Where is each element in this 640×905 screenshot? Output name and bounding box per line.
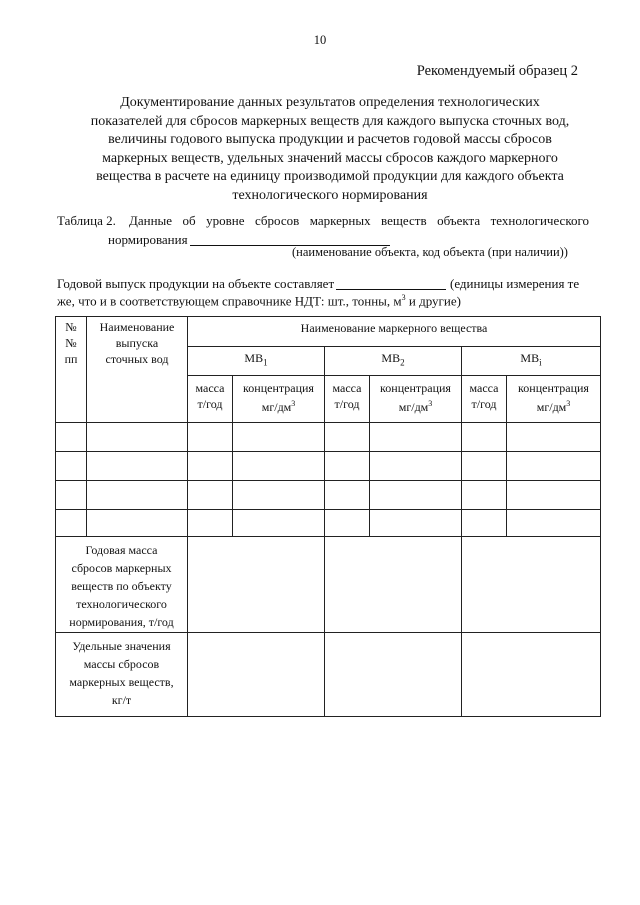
specific-values-label: Удельные значения массы сбросов маркерных веществ, кг/т	[56, 633, 188, 717]
mass-header: масса т/год	[462, 376, 507, 423]
substance-header: $МВ_2$	[325, 347, 462, 376]
annual-output-blank	[336, 289, 446, 290]
page-number: 10	[313, 33, 327, 47]
annual-output-units: (единицы измерения те	[450, 276, 580, 291]
title-line: вещества в расчете на единицу производимой продукции для каждого объекта	[96, 169, 564, 184]
table-row	[56, 510, 601, 537]
annual-output-line1: Годовой выпуск продукции на объекте составляет	[57, 276, 335, 291]
concentration-header: концентрация $мг/дм^3$	[233, 376, 325, 423]
annual-output-line2: же, что и в соответствующем справочнике НДТ: шт., тонны, $м^3$ и другие)	[57, 293, 461, 309]
object-name-note: (наименование объекта, код объекта (при наличии))	[292, 245, 568, 259]
title-line: маркерных веществ, удельных значений массы сбросов каждого маркерного	[102, 150, 558, 166]
table-row	[56, 423, 601, 452]
marker-substances-table	[55, 316, 601, 717]
substance-header: $МВ_i$	[462, 347, 601, 376]
col-outlet-header: Наименование выпуска сточных вод	[87, 317, 188, 423]
substance-header: $МВ_1$	[188, 347, 325, 376]
table-caption-label: Таблица 2.	[57, 213, 116, 228]
concentration-header: концентрация $мг/дм^3$	[370, 376, 462, 423]
concentration-header: концентрация $мг/дм^3$	[507, 376, 601, 423]
col-marker-header: Наименование маркерного вещества	[188, 317, 601, 347]
annual-mass-label: Годовая масса сбросов маркерных веществ по объекту технологического нормирования, т/год	[56, 537, 188, 633]
table-row	[56, 481, 601, 510]
mass-header: масса т/год	[325, 376, 370, 423]
title-line: величины годового выпуска продукции и расчетов годовой массы сбросов	[108, 132, 552, 147]
table-row	[56, 452, 601, 481]
document-title	[60, 94, 600, 205]
col-number-header: № № пп	[56, 317, 87, 423]
sample-label: Рекомендуемый образец 2	[416, 63, 578, 79]
mass-header: масса т/год	[188, 376, 233, 423]
table-caption-line2: нормирования	[108, 232, 188, 247]
title-line: технологического нормирования	[232, 187, 428, 203]
table-caption-text: Данные об уровне сбросов маркерных веществ объекта технологического	[129, 213, 589, 228]
title-line: Документирование данных результатов определения технологических	[120, 95, 540, 110]
title-line: показателей для сбросов маркерных веществ для каждого выпуска сточных вод,	[90, 113, 570, 129]
